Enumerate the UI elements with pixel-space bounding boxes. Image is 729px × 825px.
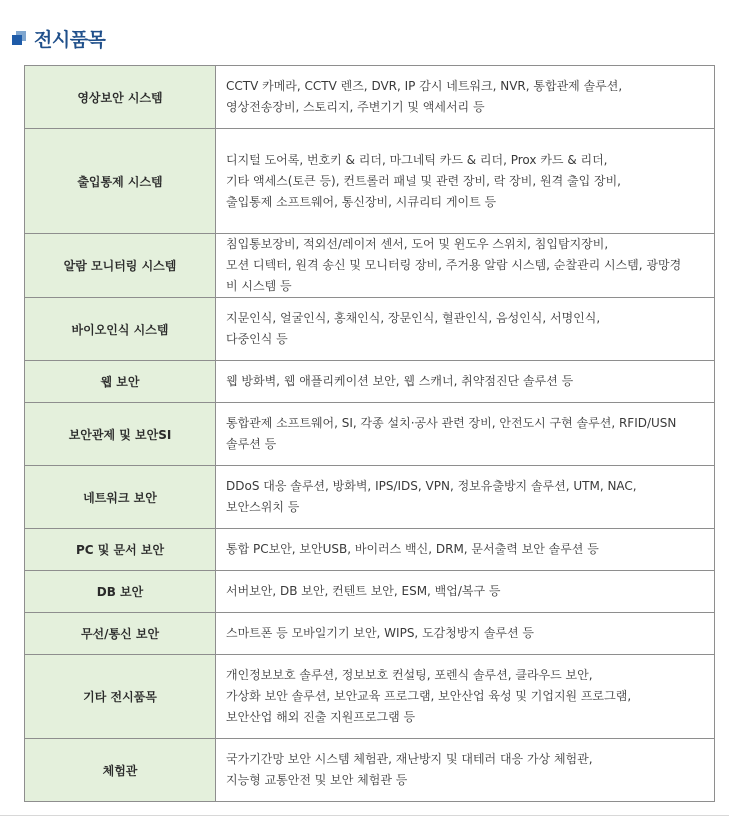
description-cell: [216, 613, 715, 655]
description-line: 기타 액세스(토큰 등), 컨트롤러 패널 및 관련 장비, 락 장비, 원격 출입 장비,: [226, 173, 621, 188]
table-row: [25, 66, 715, 129]
exhibit-items-table: [24, 65, 715, 802]
bullet-square-icon: [12, 31, 26, 45]
table-row: [25, 739, 715, 802]
description-cell: [216, 739, 715, 802]
description-line: 디지털 도어록, 번호키 & 리더, 마그네틱 카드 & 리더, Prox 카드 & 리더,: [226, 152, 608, 167]
table-row: [25, 655, 715, 739]
category-cell: 무선/통신 보안: [25, 613, 216, 655]
description-line: 통합관제 소프트웨어, SI, 각종 설치·공사 관련 장비, 안전도시 구현 솔루션, RFID/USN: [226, 416, 677, 430]
description-line: 국가기간망 보안 시스템 체험관, 재난방지 및 대테러 대응 가상 체험관,: [226, 752, 593, 766]
description-line: 통합 PC보안, 보안USB, 바이러스 백신, DRM, 문서출력 보안 솔루션 등: [226, 542, 599, 556]
category-cell: 네트워크 보안: [25, 466, 216, 529]
description-line: 개인정보보호 솔루션, 정보보호 컨설팅, 포렌식 솔루션, 클라우드 보안,: [226, 668, 593, 682]
category-cell: PC 및 문서 보안: [25, 529, 216, 571]
description-line: 보안스위치 등: [226, 500, 300, 514]
table-row: [25, 234, 715, 298]
table-row: [25, 298, 715, 361]
description-line: 스마트폰 등 모바일기기 보안, WIPS, 도감청방지 솔루션 등: [226, 626, 535, 640]
description-cell: [216, 234, 715, 298]
description-line: 모션 디텍터, 원격 송신 및 모니터링 장비, 주거용 알람 시스템, 순찰관리 시스템, 광망경: [226, 258, 682, 272]
description-cell: [216, 66, 715, 129]
description-cell: [216, 129, 715, 234]
description-line: 비 시스템 등: [226, 279, 292, 293]
bottom-divider: [0, 815, 729, 816]
category-cell: DB 보안: [25, 571, 216, 613]
section-heading: [12, 26, 105, 50]
category-cell: 바이오인식 시스템: [25, 298, 216, 361]
category-cell: 기타 전시품목: [25, 655, 216, 739]
description-line: 보안산업 해외 진출 지원프로그램 등: [226, 710, 416, 724]
category-cell: 체험관: [25, 739, 216, 802]
description-line: 웹 방화벽, 웹 애플리케이션 보안, 웹 스캐너, 취약점진단 솔루션 등: [226, 374, 574, 388]
category-cell: 웹 보안: [25, 361, 216, 403]
description-cell: [216, 298, 715, 361]
description-line: 서버보안, DB 보안, 컨텐트 보안, ESM, 백업/복구 등: [226, 584, 501, 598]
description-cell: [216, 403, 715, 466]
table-row: [25, 466, 715, 529]
description-line: DDoS 대응 솔루션, 방화벽, IPS/IDS, VPN, 정보유출방지 솔루션, UTM, NAC,: [226, 479, 637, 493]
table-row: [25, 403, 715, 466]
description-line: CCTV 카메라, CCTV 렌즈, DVR, IP 감시 네트워크, NVR, 통합관제 솔루션,: [226, 79, 623, 93]
table-row: [25, 361, 715, 403]
table-row: [25, 571, 715, 613]
category-cell: 알람 모니터링 시스템: [25, 234, 216, 298]
description-line: 영상전송장비, 스토리지, 주변기기 및 액세서리 등: [226, 100, 485, 114]
description-line: 지문인식, 얼굴인식, 홍채인식, 장문인식, 혈관인식, 음성인식, 서명인식,: [226, 311, 601, 325]
category-cell: 보안관제 및 보안SI: [25, 403, 216, 466]
page-title: 전시품목: [34, 28, 106, 51]
description-cell: [216, 655, 715, 739]
table-row: [25, 529, 715, 571]
table-row: [25, 129, 715, 234]
description-line: 출입통제 소프트웨어, 통신장비, 시큐리티 게이트 등: [226, 194, 497, 209]
description-line: 가상화 보안 솔루션, 보안교육 프로그램, 보안산업 육성 및 기업지원 프로그램,: [226, 689, 632, 703]
description-cell: [216, 466, 715, 529]
description-cell: [216, 529, 715, 571]
description-line: 지능형 교통안전 및 보안 체험관 등: [226, 773, 408, 787]
description-line: 다중인식 등: [226, 332, 288, 346]
description-cell: [216, 361, 715, 403]
table-row: [25, 613, 715, 655]
description-cell: [216, 571, 715, 613]
category-cell: 영상보안 시스템: [25, 66, 216, 129]
description-line: 침입통보장비, 적외선/레이저 센서, 도어 및 윈도우 스위치, 침입탐지장비,: [226, 237, 609, 251]
description-line: 솔루션 등: [226, 437, 277, 451]
category-cell: 출입통제 시스템: [25, 129, 216, 234]
